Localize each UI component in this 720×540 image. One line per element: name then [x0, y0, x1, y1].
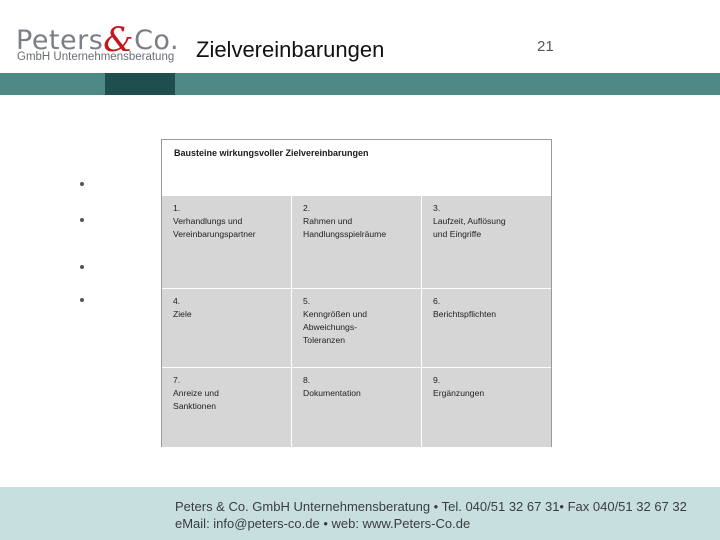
- cell-number: 4.: [173, 296, 181, 306]
- footer-web-line: eMail: info@peters-co.de • web: www.Peters-Co.de: [175, 516, 471, 531]
- table-cell: [162, 196, 292, 289]
- logo-name: Peters: [16, 25, 104, 56]
- table-cell: [422, 196, 551, 289]
- table-grid: [162, 196, 551, 447]
- table-cell: [422, 289, 551, 368]
- slide-title: Zielvereinbarungen: [196, 37, 385, 62]
- cell-label: Dokumentation: [303, 388, 361, 398]
- cell-number: 8.: [303, 375, 311, 385]
- bullet-marker: [80, 218, 84, 222]
- cell-label: Ergänzungen: [433, 388, 485, 398]
- cell-label: Berichtspflichten: [433, 309, 497, 319]
- header-band-accent: [105, 73, 175, 95]
- cell-number: 7.: [173, 375, 181, 385]
- cell-label: Ziele: [173, 309, 192, 319]
- bullet-marker: [80, 298, 84, 302]
- cell-label: Anreize und Sanktionen: [173, 388, 219, 411]
- table-cell: [292, 368, 422, 447]
- cell-number: 5.: [303, 296, 311, 306]
- footer-contact-line: Peters & Co. GmbH Unternehmensberatung • Tel. 040/51 32 67 31• Fax 040/51 32 67 32: [175, 499, 687, 514]
- logo-suffix: Co.: [134, 25, 180, 56]
- cell-number: 9.: [433, 375, 441, 385]
- footer-band: [0, 487, 720, 540]
- logo-ampersand: &: [103, 20, 135, 60]
- logo-subtitle: GmbH Unternehmensberatung: [17, 51, 175, 63]
- table-cell: [292, 289, 422, 368]
- page-number: 21: [537, 38, 554, 55]
- cell-number: 2.: [303, 203, 311, 213]
- table-cell: [162, 289, 292, 368]
- table-cell: [292, 196, 422, 289]
- building-blocks-table: [161, 139, 552, 447]
- table-cell: [162, 368, 292, 447]
- cell-number: 6.: [433, 296, 441, 306]
- company-logo: [16, 14, 180, 66]
- cell-number: 3.: [433, 203, 441, 213]
- cell-label: Kenngrößen und Abweichungs- Toleranzen: [303, 309, 368, 345]
- bullet-marker: [80, 265, 84, 269]
- cell-label: Verhandlungs und Vereinbarungspartner: [173, 216, 256, 239]
- table-cell: [422, 368, 551, 447]
- table-header: [162, 140, 551, 197]
- cell-label: Rahmen und Handlungsspielräume: [303, 216, 387, 239]
- table-heading: Bausteine wirkungsvoller Zielvereinbarungen: [174, 148, 369, 158]
- cell-label: Laufzeit, Auflösung und Eingriffe: [433, 216, 506, 239]
- cell-number: 1.: [173, 203, 181, 213]
- bullet-marker: [80, 182, 84, 186]
